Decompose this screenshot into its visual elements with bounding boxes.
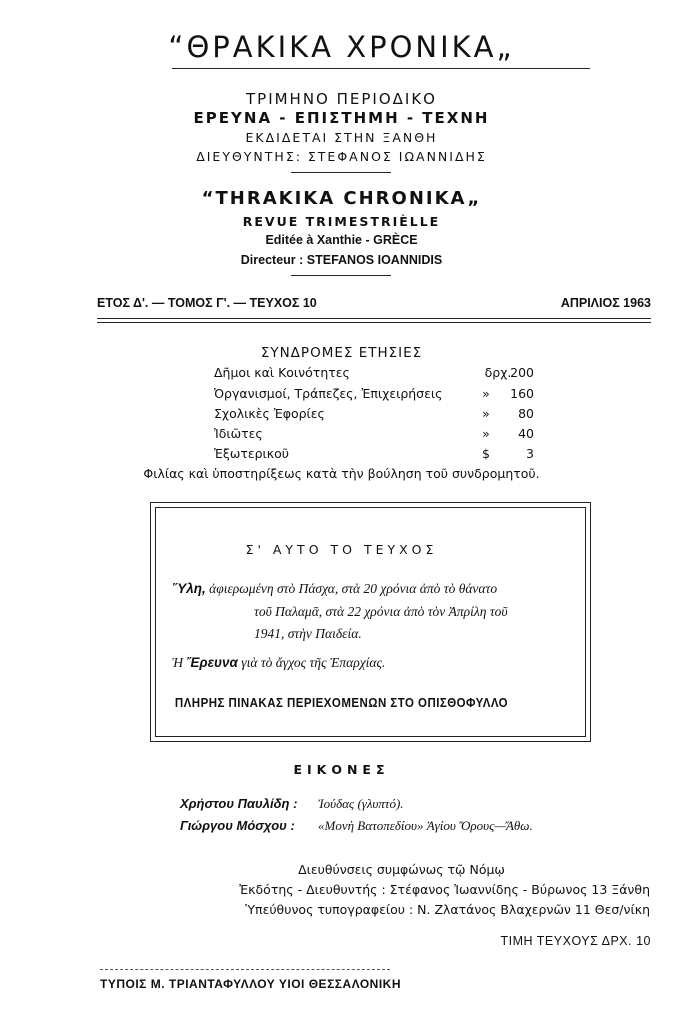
subscription-value: 200 xyxy=(510,365,534,380)
images-title: ΕΙΚΟΝΕΣ xyxy=(293,762,390,777)
greek-fields: ΕΡΕΥΝΑ - ΕΠΙΣΤΗΜΗ - ΤΕΧΝΗ xyxy=(193,109,490,127)
legal-line-2: Ἐκδότης - Διευθυντής : Στέφανος Ἰωαννίδης - Βύρωνος 13 Ξάνθη xyxy=(239,882,650,897)
image-author: Γιώργου Μόσχου : xyxy=(180,818,295,833)
subscription-name: Σχολικὲς Ἐφορίες xyxy=(214,406,325,421)
subscription-row xyxy=(214,406,534,426)
subscription-name: Ἐξωτερικοῦ xyxy=(214,446,290,461)
greek-published: ΕΚΔΙΔΕΤΑΙ ΣΤΗΝ ΞΑΝΘΗ xyxy=(245,130,438,145)
contents-footer: ΠΛΗΡΗΣ ΠΙΝΑΚΑΣ ΠΕΡΙΕΧΟΜΕΝΩΝ ΣΤΟ ΟΠΙΣΘΟΦΥΛΛΟ xyxy=(174,696,509,710)
subscription-mark: $ xyxy=(482,446,490,461)
printer-credit: ΤΥΠΟΙΣ Μ. ΤΡΙΑΝΤΑΦΥΛΛΟΥ ΥΙΟΙ ΘΕΣΣΑΛΟΝΙΚΗ xyxy=(100,977,401,991)
subscriptions-title: ΣΥΝΔΡΟΜΕΣ ΕΤΗΣΙΕΣ xyxy=(260,345,423,361)
title-underline xyxy=(172,68,590,69)
printer-rule xyxy=(100,969,390,970)
subscription-mark: » xyxy=(482,406,490,421)
issue-double-rule xyxy=(97,318,651,323)
contents-item-1-text: ἀφιερωμένη στὸ Πάσχα, στὰ 20 χρόνια ἀπὸ τὸ θάνατο xyxy=(209,581,498,596)
subscription-value: 3 xyxy=(526,446,534,461)
image-work: Ἰούδας (γλυπτό). xyxy=(318,796,404,811)
header-divider-2 xyxy=(291,275,391,276)
subscription-name: Ὀργανισμοί, Τράπεζες, Ἐπιχειρήσεις xyxy=(214,386,443,401)
image-author: Χρήστου Παυλίδη : xyxy=(180,796,298,811)
subscription-mark: δρχ. xyxy=(484,365,512,380)
contents-item-1 xyxy=(172,581,497,597)
greek-director: ΔΙΕΥΘΥΝΤΗΣ: ΣΤΕΦΑΝΟΣ ΙΩΑΝΝΙΔΗΣ xyxy=(196,149,487,164)
subscription-mark: » xyxy=(482,426,490,441)
subscription-value: 40 xyxy=(518,426,534,441)
subscription-value: 160 xyxy=(510,386,534,401)
latin-title: “THRAKIKA CHRONIKA„ xyxy=(201,188,482,209)
contents-item-1-line-3: 1941, στὴν Παιδεία. xyxy=(254,626,362,641)
contents-item-2-prefix: Ἡ xyxy=(172,655,184,670)
subscription-value: 80 xyxy=(518,406,534,421)
legal-line-1: Διευθύνσεις συμφώνως τῷ Νόμῳ xyxy=(298,862,505,877)
contents-title: Σ' ΑΥΤΟ ΤΟ ΤΕΥΧΟΣ xyxy=(245,542,438,557)
image-work: «Μονὴ Βατοπεδίου» Ἁγίου Ὄρους—Ἄθω. xyxy=(318,818,533,833)
subscriptions-note: Φιλίας καὶ ὑποστηρίξεως κατὰ τὴν βούληση τοῦ συνδρομητοῦ. xyxy=(143,466,540,481)
greek-subtitle: ΤΡΙΜΗΝΟ ΠΕΡΙΟΔΙΚΟ xyxy=(245,90,437,108)
legal-line-3: Ὑπεύθυνος τυπογραφείου : Ν. Ζλατάνος Βλαχερνῶν 11 Θεσ/νίκη xyxy=(245,902,650,917)
subscription-row xyxy=(214,426,534,446)
issue-price: ΤΙΜΗ ΤΕΥΧΟΥΣ ΔΡΧ. 10 xyxy=(500,934,651,948)
contents-item-2-label: Ἔρευνα xyxy=(186,655,238,670)
subscription-name: Ἰδιῶτες xyxy=(214,426,263,441)
subscription-name: Δῆμοι καὶ Κοινότητες xyxy=(214,365,350,380)
header-divider xyxy=(291,172,391,173)
subscription-row xyxy=(214,446,534,466)
issue-volume: ΕΤΟΣ Δ'. — ΤΟΜΟΣ Γ'. — ΤΕΥΧΟΣ 10 xyxy=(97,296,317,310)
contents-item-1-line-2: τοῦ Παλαμᾶ, στὰ 22 χρόνια ἀπὸ τὸν Ἀπρίλη τοῦ xyxy=(254,604,508,619)
latin-director: Directeur : STEFANOS IOANNIDIS xyxy=(240,253,443,267)
contents-item-1-label: Ὕλη, xyxy=(172,581,206,596)
latin-subtitle: REVUE TRIMESTRIÈLLE xyxy=(242,214,441,229)
subscription-row xyxy=(214,386,534,406)
contents-item-2-text: γιὰ τὸ ἄγχος τῆς Ἐπαρχίας. xyxy=(241,655,386,670)
latin-published: Editée à Xanthie - GRÈCE xyxy=(265,233,418,247)
subscription-row xyxy=(214,365,534,385)
issue-date: ΑΠΡΙΛΙΟΣ 1963 xyxy=(560,296,651,310)
subscription-mark: » xyxy=(482,386,490,401)
contents-item-2 xyxy=(172,655,385,671)
greek-title: “ΘΡΑΚΙΚΑ ΧΡΟΝΙΚΑ„ xyxy=(168,30,515,64)
